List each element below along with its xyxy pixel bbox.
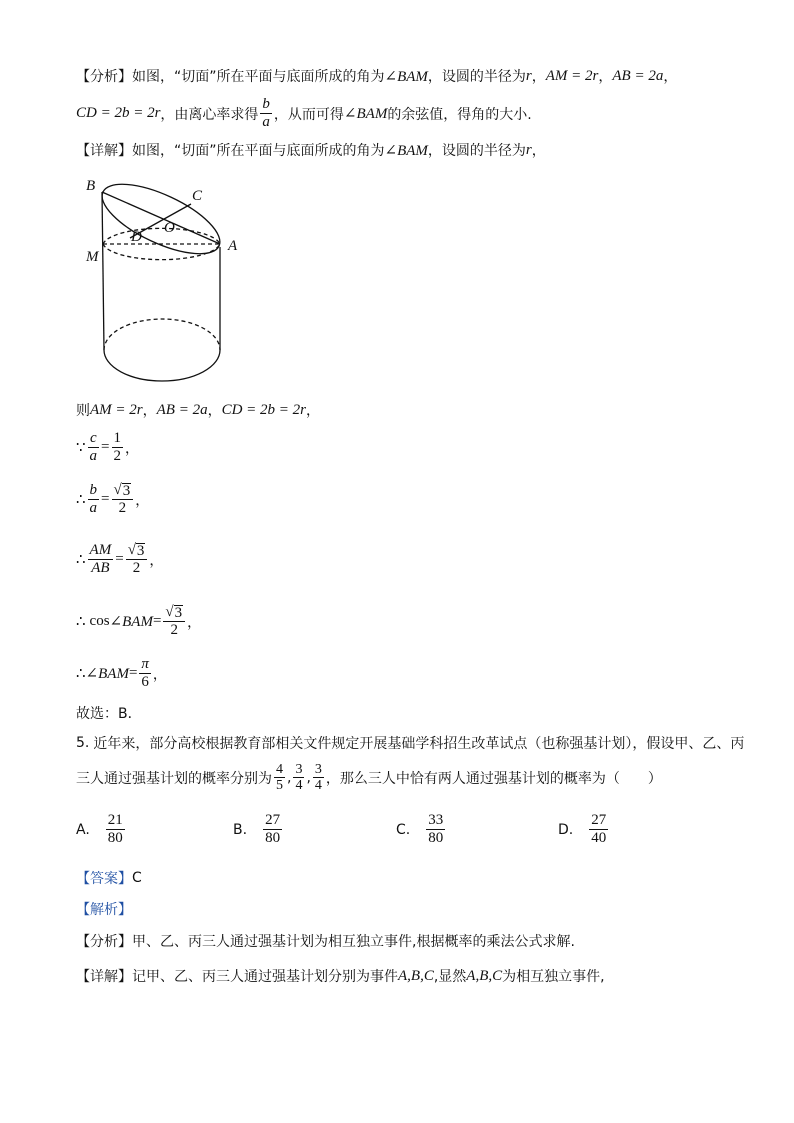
punct: , <box>306 769 311 786</box>
detail-line <box>76 140 546 160</box>
denominator: 80 <box>428 830 444 846</box>
denominator: 4 <box>314 778 322 793</box>
equals: = <box>152 613 162 629</box>
numerator: 4 <box>276 762 283 777</box>
label-m: M <box>86 249 99 265</box>
step-text: 则 <box>76 403 90 419</box>
events-abc: A,B,C <box>466 967 503 984</box>
analysis-text: 如图，“切面”所在平面与底面所成的角为 <box>132 69 385 85</box>
denominator: a <box>89 448 98 464</box>
answer-value: C <box>132 870 142 886</box>
numerator: 33 <box>428 812 444 828</box>
denominator: 5 <box>276 778 283 793</box>
detail-text: 如图，“切面”所在平面与底面所成的角为 <box>132 143 385 159</box>
step-2 <box>76 430 139 465</box>
segment-ba <box>102 192 220 244</box>
cut-ellipse <box>93 172 229 268</box>
var-r: r <box>525 141 532 158</box>
eq-ab: AB = 2a <box>156 401 208 418</box>
numerator: 3 <box>314 762 322 777</box>
jiexi-line <box>76 899 132 919</box>
analysis-2-line <box>76 931 575 951</box>
option-b <box>233 812 284 847</box>
numerator: 3 <box>295 762 303 777</box>
answer-pick-text: 故选：B． <box>76 706 142 722</box>
fraction-sqrt3-over-2 <box>112 482 134 517</box>
denominator: 80 <box>265 830 281 846</box>
detail-text: ,显然 <box>433 969 467 985</box>
step-4 <box>76 542 163 577</box>
angle-bam: ∠BAM <box>384 142 428 159</box>
denominator: 40 <box>591 830 607 846</box>
angle-bam: ∠BAM <box>109 614 153 630</box>
denominator: 6 <box>141 674 149 690</box>
numerator: 27 <box>265 812 281 828</box>
bottom-circle-back <box>104 319 220 350</box>
question-text: 三人通过强基计划的概率分别为 <box>76 770 272 787</box>
denominator: 80 <box>107 830 123 846</box>
eq-ab: AB = 2a <box>612 67 664 84</box>
detail-2-line <box>76 966 605 986</box>
analysis-tag: 【分析】 <box>76 934 132 950</box>
punct: ， <box>152 666 167 683</box>
option-label: B. <box>233 821 248 838</box>
denominator: a <box>89 500 98 516</box>
analysis-tag: 【分析】 <box>76 69 132 85</box>
question-number: 5. <box>76 735 90 751</box>
step-6 <box>76 656 167 691</box>
denominator: 2 <box>113 448 122 464</box>
denominator: AB <box>91 560 110 576</box>
label-d: D <box>131 229 142 245</box>
punct: ， <box>187 614 202 631</box>
label-c: C <box>192 188 203 204</box>
eq-am: AM = 2r <box>545 67 599 84</box>
angle-bam: ∠BAM <box>85 666 129 682</box>
punct: ， <box>135 492 150 509</box>
option-c <box>396 812 447 847</box>
option-label: D. <box>558 821 574 838</box>
equals: = <box>128 665 138 681</box>
detail-text: ，设圆的半径为 <box>427 143 526 159</box>
because-symbol: ∵ <box>76 440 86 456</box>
jiexi-tag: 【解析】 <box>76 902 132 918</box>
numerator: b <box>262 96 270 112</box>
events-abc: A,B,C <box>398 967 434 984</box>
option-a <box>76 812 127 847</box>
angle-bam: ∠BAM <box>384 68 428 85</box>
sqrt-symbol: √ <box>127 542 136 558</box>
var-r: r <box>525 67 532 84</box>
cylinder-figure <box>76 172 266 387</box>
therefore-symbol: ∴ <box>76 492 86 508</box>
punct: ， <box>531 143 546 159</box>
denominator: 4 <box>295 778 303 793</box>
denominator: a <box>262 114 270 130</box>
punct: ， <box>149 552 164 569</box>
option-fraction <box>263 812 282 847</box>
numerator: 1 <box>113 430 122 446</box>
numerator: AM <box>89 542 112 558</box>
denominator: 2 <box>170 622 179 638</box>
eq-cd: CD = 2b = 2r <box>76 105 161 121</box>
eq-am: AM = 2r <box>90 401 143 418</box>
analysis-text: ，设圆的半径为 <box>427 69 526 85</box>
detail-tag: 【详解】 <box>76 143 132 159</box>
option-d <box>558 812 610 847</box>
bottom-circle-front <box>104 350 220 381</box>
option-label: A. <box>76 821 90 838</box>
numerator: c <box>89 430 97 446</box>
punct: ， <box>142 403 157 419</box>
label-a: A <box>228 238 238 254</box>
step-1 <box>76 400 320 420</box>
option-label: C. <box>396 821 411 838</box>
equals: = <box>101 439 110 455</box>
answer-tag: 【答案】 <box>76 871 132 887</box>
answer-line <box>76 868 142 888</box>
detail-text: 为相互独立事件, <box>502 969 605 985</box>
therefore-symbol: ∴ <box>76 614 86 630</box>
analysis-line-2 <box>76 96 532 131</box>
numerator: b <box>89 482 98 498</box>
cylinder-left-side <box>102 192 104 350</box>
question-text: 近年来，部分高校根据教育部相关文件规定开展基础学科招生改革试点（也称强基计划），假设甲、乙、丙 <box>93 736 745 752</box>
punct: ， <box>207 403 222 419</box>
detail-tag: 【详解】 <box>76 969 132 985</box>
punct: ， <box>598 69 613 85</box>
fraction-b-over-a <box>260 96 272 131</box>
equals: = <box>101 491 110 507</box>
equals: = <box>115 551 124 567</box>
fraction-am-over-ab <box>88 542 114 577</box>
answer-pick <box>76 703 142 723</box>
sqrt-symbol: √ <box>113 482 122 498</box>
fraction-c-over-a <box>88 430 100 465</box>
analysis-text: 的余弦值，得角的大小. <box>387 106 532 123</box>
radicand: 3 <box>122 483 131 499</box>
analysis-text: ，从而可得 <box>273 106 344 123</box>
label-o: O <box>164 220 175 236</box>
fraction-b-over-a <box>88 482 100 517</box>
question-5-line-1 <box>76 733 744 753</box>
punct: ， <box>531 69 546 85</box>
fraction-p3 <box>313 762 324 793</box>
step-3 <box>76 482 149 517</box>
cos-function: cos <box>89 613 110 629</box>
therefore-symbol: ∴ <box>76 666 86 682</box>
angle-bam: ∠BAM <box>343 106 388 122</box>
radicand: 3 <box>174 605 183 621</box>
step-5 <box>76 604 201 639</box>
question-5-line-2 <box>76 762 662 793</box>
eq-cd: CD = 2b = 2r <box>221 401 306 418</box>
punct: , <box>287 769 292 786</box>
option-fraction <box>426 812 445 847</box>
radicand: 3 <box>136 543 145 559</box>
detail-text: 记甲、乙、丙三人通过强基计划分别为事件 <box>132 969 398 985</box>
punct: ， <box>663 69 678 85</box>
analysis-text: 甲、乙、丙三人通过强基计划为相互独立事件,根据概率的乘法公式求解. <box>132 934 575 950</box>
option-fraction <box>106 812 125 847</box>
sqrt-symbol: √ <box>165 604 174 620</box>
analysis-text: ，由离心率求得 <box>160 106 259 123</box>
label-b: B <box>86 178 96 194</box>
fraction-p2 <box>293 762 304 793</box>
denominator: 2 <box>118 500 127 516</box>
fraction-pi-over-6 <box>139 656 151 691</box>
fraction-sqrt3-over-2 <box>126 542 148 577</box>
question-text: ，那么三人中恰有两人通过强基计划的概率为（ ） <box>325 770 662 787</box>
fraction-1-over-2 <box>112 430 124 465</box>
numerator: 27 <box>591 812 607 828</box>
analysis-line-1 <box>76 66 677 86</box>
denominator: 2 <box>132 560 141 576</box>
numerator: 21 <box>107 812 123 828</box>
option-fraction <box>589 812 608 847</box>
therefore-symbol: ∴ <box>76 552 86 568</box>
fraction-sqrt3-over-2 <box>163 604 185 639</box>
punct: ， <box>306 403 320 419</box>
fraction-p1 <box>274 762 285 793</box>
top-circle-front <box>103 244 220 260</box>
punct: ， <box>125 440 140 457</box>
numerator: π <box>141 656 149 672</box>
